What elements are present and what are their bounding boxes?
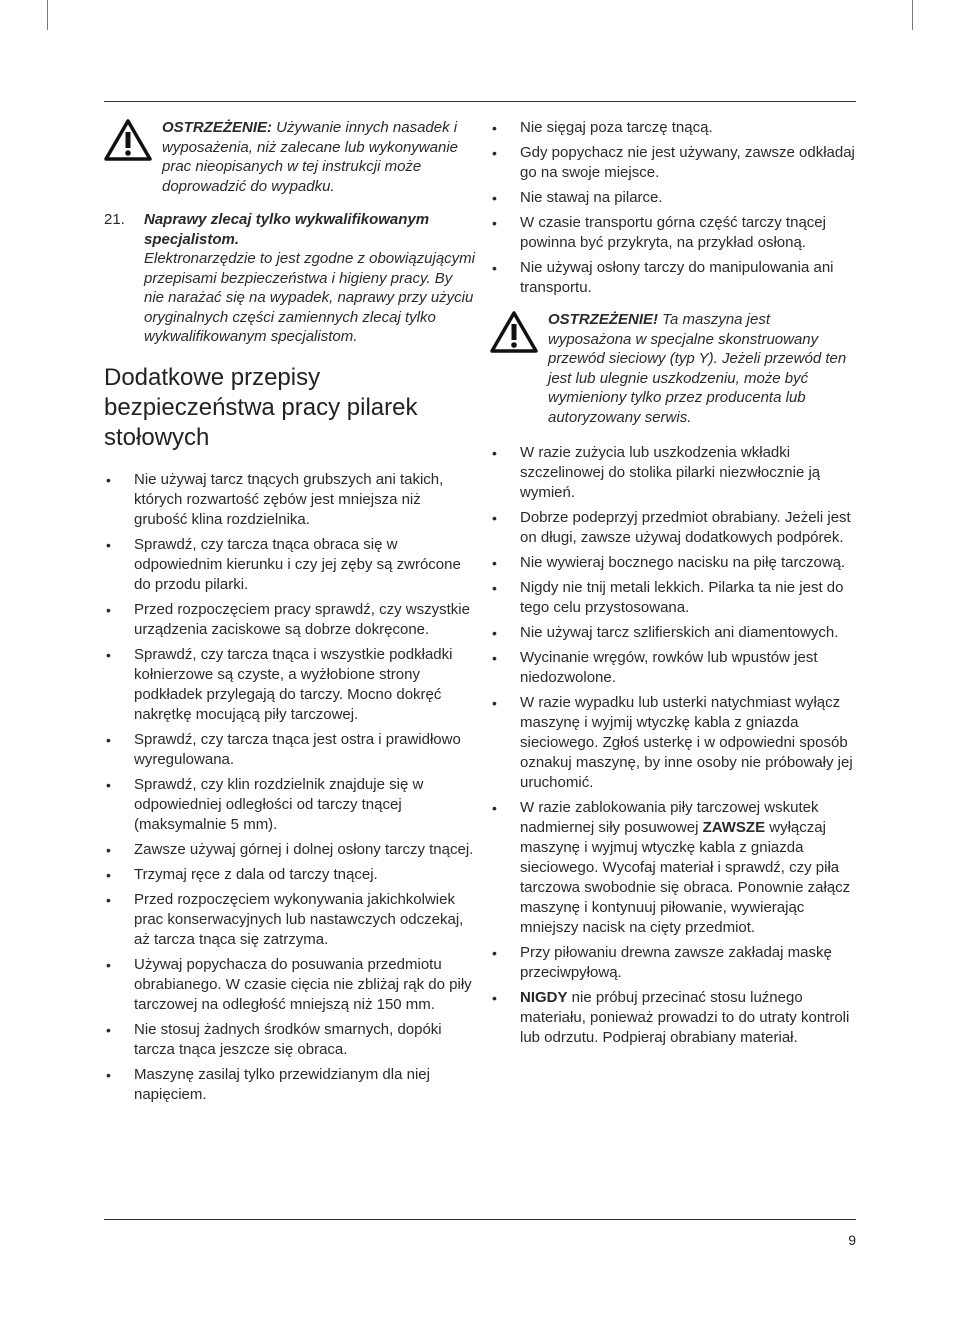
list-item: • Gdy popychacz nie jest używany, zawsze odkładaj go na swoje miejsce. — [490, 143, 856, 183]
list-item: • Przed rozpoczęciem pracy sprawdź, czy wszystkie urządzenia zaciskowe są dobrze dokręcone. — [104, 600, 476, 640]
list-item: • Nie używaj tarcz tnących grubszych ani takich, których rozwartość zębów jest mniejsza niż grubość klina rozdzielnika. — [104, 470, 476, 530]
footer-rule — [104, 1219, 856, 1220]
section-heading: Dodatkowe przepisy bezpieczeństwa pracy pilarek stołowych — [104, 363, 418, 451]
item-text: wyłączaj maszynę i wyjmuj wtyczkę kabla z gniazda sieciowego. Wycofaj materiał i sprawdź, czy piła tarczowa swobodnie się obraca. Ponownie załącz maszynę i kontynuuj piłowanie, wywierając mniejszy nacisk na cięty przedmiot. — [520, 819, 851, 936]
list-item: • Zawsze używaj górnej i dolnej osłony tarczy tnącej. — [104, 840, 476, 860]
list-item: • W razie zużycia lub uszkodzenia wkładki szczelinowej do stolika pilarki niezwłocznie ją wymień. — [490, 443, 856, 503]
list-item: • W czasie transportu górna część tarczy tnącej powinna być przykryta, na przykład osłoną. — [490, 213, 856, 253]
safety-list-left — [104, 470, 476, 1105]
list-item: • Nie używaj tarcz szlifierskich ani diamentowych. — [490, 623, 856, 643]
list-item: • Sprawdź, czy tarcza tnąca jest ostra i prawidłowo wyregulowana. — [104, 730, 476, 770]
list-item: • Nie stosuj żadnych środków smarnych, dopóki tarcza tnąca jeszcze się obraca. — [104, 1020, 476, 1060]
item-title: Naprawy zlecaj tylko wykwalifikowanym specjalistom. — [144, 211, 430, 248]
item-number: 21. — [104, 211, 125, 228]
list-item — [490, 988, 856, 1048]
item-text-2: By nie narażać się na wypadek, naprawy przy użyciu oryginalnych części zamiennych zlecaj tylko wykwalifikowanym specjalistom. — [144, 269, 474, 345]
warning-body: Ta maszyna jest wyposażona w specjalne skonstruowany przewód sieciowy (typ Y). Jeżeli przewód ten jest lub ulegnie uszkodzeniu, może być wymieniony tylko przez producenta lub autoryzowany serwis. — [548, 311, 847, 426]
header-rule — [104, 101, 856, 102]
list-item: • W razie wypadku lub usterki natychmiast wyłącz maszynę i wyjmij wtyczkę kabla z gniazda sieciowego. Zgłoś usterkę i w odpowiedni sposób oznakuj maszynę, by inne osoby nie próbowały jej uruchomić. — [490, 693, 856, 793]
list-item: • Sprawdź, czy klin rozdzielnik znajduje się w odpowiedniej odległości od tarczy tnącej (maksymalnie 5 mm). — [104, 775, 476, 835]
numbered-item-21 — [104, 210, 476, 347]
warning-block — [104, 118, 476, 196]
list-item: • Nigdy nie tnij metali lekkich. Pilarka ta nie jest do tego celu przystosowana. — [490, 578, 856, 618]
crop-mark-left — [47, 0, 48, 30]
warning-triangle-icon — [490, 310, 538, 354]
right-column — [490, 118, 856, 1053]
safety-list-right-top — [490, 118, 856, 298]
list-item: • Maszynę zasilaj tylko przewidzianym dla niej napięciem. — [104, 1065, 476, 1105]
list-item: • Przed rozpoczęciem wykonywania jakichkolwiek prac konserwacyjnych lub nastawczych odczekaj, aż tarcza tnąca się zatrzyma. — [104, 890, 476, 950]
list-item: • Trzymaj ręce z dala od tarczy tnącej. — [104, 865, 476, 885]
list-item: • Wycinanie wręgów, rowków lub wpustów jest niedozwolone. — [490, 648, 856, 688]
warning-body: Używanie innych nasadek i wyposażenia, niż zalecane lub wykonywanie prac nieopisanych w tej instrukcji może doprowadzić do wypadku. — [162, 119, 459, 195]
warning-label: OSTRZEŻENIE! — [548, 311, 659, 328]
warning-triangle-icon — [104, 118, 152, 162]
safety-list-right-bottom — [490, 443, 856, 1048]
item-text: W razie zablokowania piły tarczowej wskutek nadmiernej siły posuwowej — [520, 799, 819, 836]
list-item: • Nie używaj osłony tarczy do manipulowania ani transportu. — [490, 258, 856, 298]
list-item — [490, 798, 856, 938]
warning-text — [548, 310, 856, 427]
emphasis-zawsze: ZAWSZE — [702, 819, 766, 836]
list-item: • Przy piłowaniu drewna zawsze zakładaj maskę przeciwpyłową. — [490, 943, 856, 983]
list-item: • Nie wywieraj bocznego nacisku na piłę tarczową. — [490, 553, 856, 573]
list-item: • Nie sięgaj poza tarczę tnącą. — [490, 118, 856, 138]
emphasis-nigdy: NIGDY — [520, 989, 568, 1006]
item-text: nie próbuj przecinać stosu luźnego materiału, ponieważ prowadzi to do utraty kontroli lub odrzutu. Podpieraj obrabiany materiał. — [520, 989, 850, 1046]
page-number: 9 — [848, 1232, 856, 1248]
list-item: • Sprawdź, czy tarcza tnąca obraca się w odpowiednim kierunku i czy jej zęby są zwrócone do przodu pilarki. — [104, 535, 476, 595]
list-item: • Nie stawaj na pilarce. — [490, 188, 856, 208]
list-item: • Używaj popychacza do posuwania przedmiotu obrabianego. W czasie cięcia nie zbliżaj rąk do piły tarczowej na odległość mniejszą niż 150 mm. — [104, 955, 476, 1015]
warning-label: OSTRZEŻENIE: — [162, 119, 273, 136]
list-item: • Dobrze podeprzyj przedmiot obrabiany. Jeżeli jest on długi, zawsze używaj dodatkowych podpórek. — [490, 508, 856, 548]
warning-text — [162, 118, 476, 196]
list-item: • Sprawdź, czy tarcza tnąca i wszystkie podkładki kołnierzowe są czyste, a wyżłobione strony podkładek przylegają do tarczy. Mocno dokręć nakrętkę mocującą piły tarczowej. — [104, 645, 476, 725]
warning-block — [490, 310, 856, 427]
left-column — [104, 118, 476, 1110]
crop-mark-right — [912, 0, 913, 30]
item-text-1: Elektronarzędzie to jest zgodne z obowiązującymi przepisami bezpieczeństwa i higieny pracy. — [144, 250, 476, 287]
